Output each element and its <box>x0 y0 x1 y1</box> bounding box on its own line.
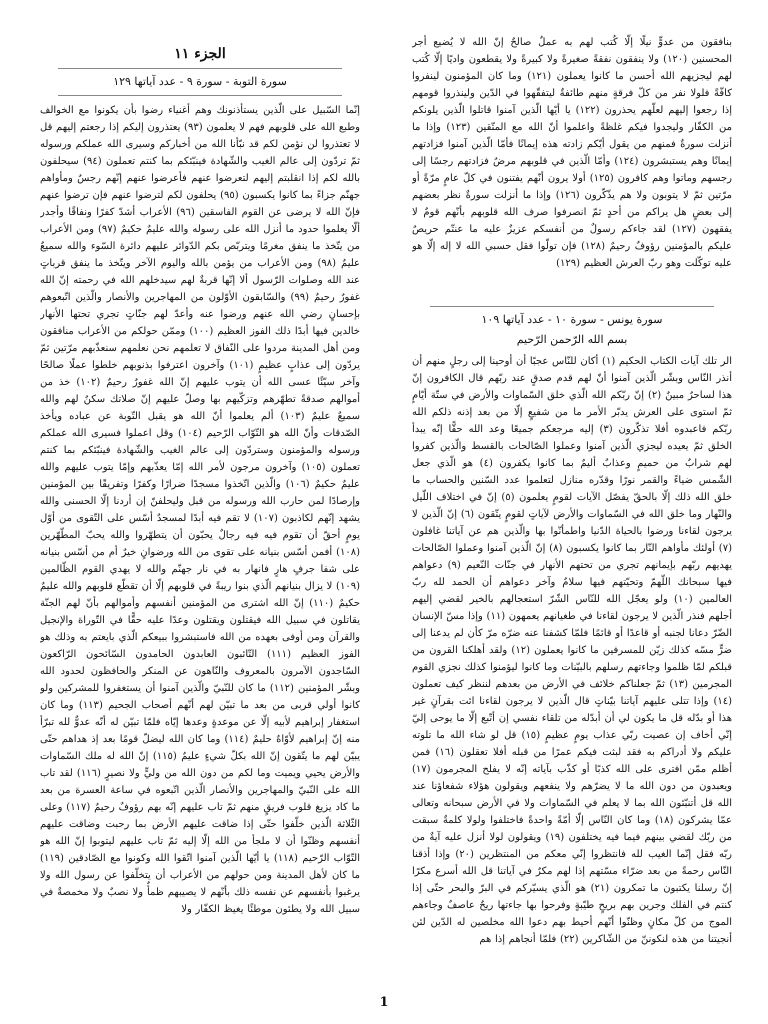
section-gap <box>412 272 732 302</box>
tawba-closing-text: بنافقون من عدوٍّ نيلًا إلّا كُتب لهم به عملٌ صالحٌ إنّ الله لا يُضيع أجر المحسنين (١٢٠) ولا ينفقون نفقةً صغيرةً ولا كبيرةً ولا يقطعون واديًا إلّا كُتب لهم ليجزيهم الله أحسن ما كانوا يعملون (١٢١) وما كان المؤمنون لينفروا كافّةً فلولا نفر من كلّ فرقةٍ منهم طائفةٌ ليتفقّهوا في الدّين ولينذروا قومهم إذا رجعوا إليهم لعلّهم يحذرون (١٢٢) يا أيّها الّذين آمنوا قاتلوا الّذين يلونكم من الكفّار وليجدوا فيكم غلظةً واعلموا أنّ الله مع المتّقين (١٢٣) وإذا ما أنزلت سورةٌ فمنهم من يقول أيّكم زادته هذه إيمانًا فأمّا الّذين آمنوا فزادتهم إيمانًا وهم يستبشرون (١٢٤) وأمّا الّذين في قلوبهم مرضٌ فزادتهم رجسًا إلى رجسهم وماتوا وهم كافرون (١٢٥) أولا يرون أنّهم يفتنون في كلّ عامٍ مرّةً أو مرّتين ثمّ لا يتوبون ولا هم يذّكّرون (١٢٦) وإذا ما أنزلت سورةٌ نظر بعضهم إلى بعضٍ هل يراكم من أحدٍ ثمّ انصرفوا صرف الله قلوبهم بأنّهم قومٌ لا يفقهون (١٢٧) لقد جاءكم رسولٌ من أنفسكم عزيزٌ عليه ما عنتّم حريصٌ عليكم بالمؤمنين رؤوفٌ رحيمٌ (١٢٨) فإن تولّوا فقل حسبي الله لا إله إلّا هو عليه توكّلت وهو ربّ العرش العظيم (١٢٩) <box>412 37 732 269</box>
juz-header: الجزء ١١ <box>174 46 226 62</box>
section-divider <box>430 306 714 307</box>
tawba-text: إنّما السّبيل على الّذين يستأذنونك وهم أغنياء رضوا بأن يكونوا مع الخوالف وطبع الله على قلوبهم فهم لا يعلمون (٩٣) يعتذرون إليكم إذا رجعتم إليهم قل لا تعتذروا لن نؤمن لكم قد نبّأنا الله من أخباركم وسيرى الله عملكم ورسوله ثمّ تردّون إلى عالم الغيب والشّهادة فينبّئكم بما كنتم تعملون (٩٤) سيحلفون بالله لكم إذا انقلبتم إليهم لتعرضوا عنهم فأعرضوا عنهم إنّهم رجسٌ ومأواهم جهنّم جزاءً بما كانوا يكسبون (٩٥) يحلفون لكم لترضوا عنهم فإن ترضوا عنهم فإنّ الله لا يرضى عن القوم الفاسقين (٩٦) الأعراب أشدّ كفرًا ونفاقًا وأجدر ألّا يعلموا حدود ما أنزل الله على رسوله والله عليمٌ حكيمٌ (٩٧) ومن الأعراب من يتّخذ ما ينفق مغرمًا ويتربّص بكم الدّوائر عليهم دائرة السّوء والله سميعٌ عليمٌ (٩٨) ومن الأعراب من يؤمن بالله واليوم الآخر ويتّخذ ما ينفق قرباتٍ عند الله وصلوات الرّسول ألا إنّها قربةٌ لهم سيدخلهم الله في رحمته إنّ الله غفورٌ رحيمٌ (٩٩) والسّابقون الأوّلون من المهاجرين والأنصار والّذين اتّبعوهم بإحسانٍ رضي الله عنهم ورضوا عنه وأعدّ لهم جنّاتٍ تجري تحتها الأنهار خالدين فيها أبدًا ذلك الفوز العظيم (١٠٠) وممّن حولكم من الأعراب منافقون ومن أهل المدينة مردوا على النّفاق لا تعلمهم نحن نعلمهم سنعذّبهم مرّتين ثمّ يردّون إلى عذابٍ عظيمٍ (١٠١) وآخرون اعترفوا بذنوبهم خلطوا عملًا صالحًا وآخر سيّئًا عسى الله أن يتوب عليهم إنّ الله غفورٌ رحيمٌ (١٠٢) خذ من أموالهم صدقةً تطهّرهم وتزكّيهم بها وصلّ عليهم إنّ صلاتك سكنٌ لهم والله سميعٌ عليمٌ (١٠٣) ألم يعلموا أنّ الله هو يقبل التّوبة عن عباده ويأخذ الصّدقات وأنّ الله هو التّوّاب الرّحيم (١٠٤) وقل اعملوا فسيرى الله عملكم ورسوله والمؤمنون وستردّون إلى عالم الغيب والشّهادة فينبّئكم بما كنتم تعملون (١٠٥) وآخرون مرجون لأمر الله إمّا يعذّبهم وإمّا يتوب عليهم والله عليمٌ حكيمٌ (١٠٦) والّذين اتّخذوا مسجدًا ضرارًا وكفرًا وتفريقًا بين المؤمنين وإرصادًا لمن حارب الله ورسوله من قبل وليحلفنّ إن أردنا إلّا الحسنى والله يشهد إنّهم لكاذبون (١٠٧) لا تقم فيه أبدًا لمسجدٌ أسّس على التّقوى من أوّل يومٍ أحقّ أن تقوم فيه فيه رجالٌ يحبّون أن يتطهّروا والله يحبّ المطّهّرين (١٠٨) أفمن أسّس بنيانه على تقوى من الله ورضوانٍ خيرٌ أم من أسّس بنيانه على شفا جرفٍ هارٍ فانهار به في نار جهنّم والله لا يهدي القوم الظّالمين (١٠٩) لا يزال بنيانهم الّذي بنوا ريبةً في قلوبهم إلّا أن تقطّع قلوبهم والله عليمٌ حكيمٌ (١١٠) إنّ الله اشترى من المؤمنين أنفسهم وأموالهم بأنّ لهم الجنّة يقاتلون في سبيل الله فيقتلون ويقتلون وعدًا عليه حقًّا في التّوراة والإنجيل والقرآن ومن أوفى بعهده من الله فاستبشروا ببيعكم الّذي بايعتم به وذلك هو الفوز العظيم (١١١) التّائبون العابدون الحامدون السّائحون الرّاكعون السّاجدون الآمرون بالمعروف والنّاهون عن المنكر والحافظون لحدود الله وبشّر المؤمنين (١١٢) ما كان للنّبيّ والّذين آمنوا أن يستغفروا للمشركين ولو كانوا أولي قربى من بعد ما تبيّن لهم أنّهم أصحاب الجحيم (١١٣) وما كان استغفار إبراهيم لأبيه إلّا عن موعدةٍ وعدها إيّاه فلمّا تبيّن له أنّه عدوٌّ لله تبرّأ منه إنّ إبراهيم لأوّاهٌ حليمٌ (١١٤) وما كان الله ليضلّ قومًا بعد إذ هداهم حتّى يبيّن لهم ما يتّقون إنّ الله بكلّ شيءٍ عليمٌ (١١٥) إنّ الله له ملك السّماوات والأرض يحيي ويميت وما لكم من دون الله من وليٍّ ولا نصيرٍ (١١٦) لقد تاب الله على النّبيّ والمهاجرين والأنصار الّذين اتّبعوه في ساعة العسرة من بعد ما كاد يزيغ قلوب فريقٍ منهم ثمّ تاب عليهم إنّه بهم رؤوفٌ رحيمٌ (١١٧) وعلى الثّلاثة الّذين خلّفوا حتّى إذا ضاقت عليهم الأرض بما رحبت وضاقت عليهم أنفسهم وظنّوا أن لا ملجأ من الله إلّا إليه ثمّ تاب عليهم ليتوبوا إنّ الله هو التّوّاب الرّحيم (١١٨) يا أيّها الّذين آمنوا اتّقوا الله وكونوا مع الصّادقين (١١٩) ما كان لأهل المدينة ومن حولهم من الأعراب أن يتخلّفوا عن رسول الله ولا يرغبوا بأنفسهم عن نفسه ذلك بأنّهم لا يصيبهم ظمأٌ ولا نصبٌ ولا مخمصةٌ في سبيل الله ولا يطئون موطئًا يغيظ الكفّار ولا <box>40 105 360 915</box>
basmala: بسم الله الرّحمن الرّحيم <box>516 333 628 346</box>
page-number: 1 <box>379 995 389 1010</box>
left-text-column <box>40 34 360 984</box>
surah-header-yunus: سورة يونس - سورة ١٠ - عدد آياتها ١٠٩ <box>481 313 663 326</box>
surah-header-tawba: سورة التوبة - سورة ٩ - عدد آياتها ١٢٩ <box>113 75 287 88</box>
header-divider-bottom <box>58 95 342 96</box>
right-text-column <box>412 34 732 984</box>
yunus-text: الر تلك آيات الكتاب الحكيم (١) أكان للنّاس عجبًا أن أوحينا إلى رجلٍ منهم أن أنذر النّاس وبشّر الّذين آمنوا أنّ لهم قدم صدقٍ عند ربّهم قال الكافرون إنّ هذا لساحرٌ مبينٌ (٢) إنّ ربّكم الله الّذي خلق السّماوات والأرض في ستّة أيّامٍ ثمّ استوى على العرش يدبّر الأمر ما من شفيعٍ إلّا من بعد إذنه ذلكم الله ربّكم فاعبدوه أفلا تذكّرون (٣) إليه مرجعكم جميعًا وعد الله حقًّا إنّه يبدأ الخلق ثمّ يعيده ليجزي الّذين آمنوا وعملوا الصّالحات بالقسط والّذين كفروا لهم شرابٌ من حميمٍ وعذابٌ أليمٌ بما كانوا يكفرون (٤) هو الّذي جعل الشّمس ضياءً والقمر نورًا وقدّره منازل لتعلموا عدد السّنين والحساب ما خلق الله ذلك إلّا بالحقّ يفصّل الآيات لقومٍ يعلمون (٥) إنّ في اختلاف اللّيل والنّهار وما خلق الله في السّماوات والأرض لآياتٍ لقومٍ يتّقون (٦) إنّ الّذين لا يرجون لقاءنا ورضوا بالحياة الدّنيا واطمأنّوا بها والّذين هم عن آياتنا غافلون (٧) أولئك مأواهم النّار بما كانوا يكسبون (٨) إنّ الّذين آمنوا وعملوا الصّالحات يهديهم ربّهم بإيمانهم تجري من تحتهم الأنهار في جنّات النّعيم (٩) دعواهم فيها سبحانك اللّهمّ وتحيّتهم فيها سلامٌ وآخر دعواهم أن الحمد لله ربّ العالمين (١٠) ولو يعجّل الله للنّاس الشّرّ استعجالهم بالخير لقضي إليهم أجلهم فنذر الّذين لا يرجون لقاءنا في طغيانهم يعمهون (١١) وإذا مسّ الإنسان الضّرّ دعانا لجنبه أو قاعدًا أو قائمًا فلمّا كشفنا عنه ضرّه مرّ كأن لم يدعنا إلى ضرٍّ مسّه كذلك زيّن للمسرفين ما كانوا يعملون (١٢) ولقد أهلكنا القرون من قبلكم لمّا ظلموا وجاءتهم رسلهم بالبيّنات وما كانوا ليؤمنوا كذلك نجزي القوم المجرمين (١٣) ثمّ جعلناكم خلائف في الأرض من بعدهم لننظر كيف تعملون (١٤) وإذا تتلى عليهم آياتنا بيّناتٍ قال الّذين لا يرجون لقاءنا ائت بقرآنٍ غير هذا أو بدّله قل ما يكون لي أن أبدّله من تلقاء نفسي إن أتّبع إلّا ما يوحى إليّ إنّي أخاف إن عصيت ربّي عذاب يومٍ عظيمٍ (١٥) قل لو شاء الله ما تلوته عليكم ولا أدراكم به فقد لبثت فيكم عمرًا من قبله أفلا تعقلون (١٦) فمن أظلم ممّن افترى على الله كذبًا أو كذّب بآياته إنّه لا يفلح المجرمون (١٧) ويعبدون من دون الله ما لا يضرّهم ولا ينفعهم ويقولون هؤلاء شفعاؤنا عند الله قل أتنبّئون الله بما لا يعلم في السّماوات ولا في الأرض سبحانه وتعالى عمّا يشركون (١٨) وما كان النّاس إلّا أمّةً واحدةً فاختلفوا ولولا كلمةٌ سبقت من ربّك لقضي بينهم فيما فيه يختلفون (١٩) ويقولون لولا أنزل عليه آيةٌ من ربّه فقل إنّما الغيب لله فانتظروا إنّي معكم من المنتظرين (٢٠) وإذا أذقنا النّاس رحمةً من بعد ضرّاء مسّتهم إذا لهم مكرٌ في آياتنا قل الله أسرع مكرًا إنّ رسلنا يكتبون ما تمكرون (٢١) هو الّذي يسيّركم في البرّ والبحر حتّى إذا كنتم في الفلك وجرين بهم بريحٍ طيّبةٍ وفرحوا بها جاءتها ريحٌ عاصفٌ وجاءهم الموج من كلّ مكانٍ وظنّوا أنّهم أحيط بهم دعوا الله مخلصين له الدّين لئن أنجيتنا من هذه لنكوننّ من الشّاكرين (٢٢) فلمّا أنجاهم إذا هم <box>412 356 732 945</box>
header-divider <box>58 68 342 69</box>
